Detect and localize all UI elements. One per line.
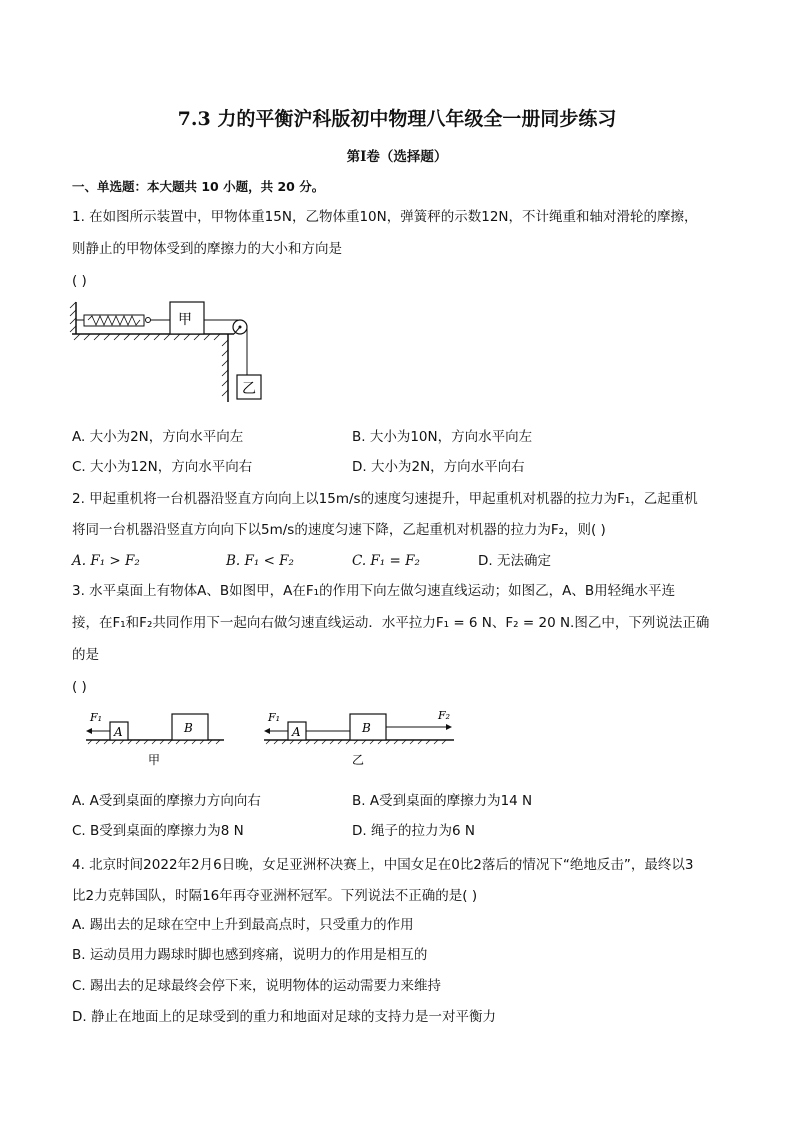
q3-fig-yi-f2: F₂: [438, 709, 451, 722]
q1-fig-label-jia: 甲: [178, 312, 192, 328]
q3-text-line3: 的是: [72, 647, 99, 663]
q3-text-line1: 3. 水平桌面上有物体A、B如图甲，A在F₁的作用下向左做匀速直线运动；如图乙，A、B用轻绳水平连: [72, 583, 676, 599]
q3-fig-caption-jia: 甲: [148, 753, 161, 767]
q1-answer-paren: ( ): [72, 273, 87, 289]
q1-figure: [68, 298, 268, 408]
q4-option-d[interactable]: D. 静止在地面上的足球受到的重力和地面对足球的支持力是一对平衡力: [72, 1009, 496, 1025]
q3-fig-jia-block-a: A: [114, 725, 123, 739]
q3-answer-paren: ( ): [72, 679, 87, 695]
q1-text-line1: 1. 在如图所示装置中，甲物体重15N，乙物体重10N，弹簧秤的示数12N，不计绳重和轴对滑轮的摩擦，: [72, 209, 698, 225]
q3-fig-caption-yi: 乙: [352, 753, 365, 767]
q2-option-c[interactable]: C. F₁ = F₂: [352, 553, 420, 569]
section-subtitle: 第I卷（选择题）: [346, 149, 448, 165]
q4-text-line1: 4. 北京时间2022年2月6日晚，女足亚洲杯决赛上，中国女足在0比2落后的情况下“绝地反击”，最终以3: [72, 857, 694, 873]
q2-option-a[interactable]: A. F₁ > F₂: [72, 553, 140, 569]
q4-option-c[interactable]: C. 踢出去的足球最终会停下来，说明物体的运动需要力来维持: [72, 978, 442, 994]
q4-option-b[interactable]: B. 运动员用力踢球时脚也感到疼痛，说明力的作用是相互的: [72, 947, 428, 963]
q4-text-line2: 比2力克韩国队，时隔16年再夺亚洲杯冠军。下列说法不正确的是( ): [72, 888, 478, 904]
q1-fig-label-yi: 乙: [242, 381, 256, 397]
q3-fig-yi-f1: F₁: [268, 711, 281, 724]
q3-figure: [82, 706, 462, 770]
q1-text-line2: 则静止的甲物体受到的摩擦力的大小和方向是: [72, 241, 342, 257]
q2-text-line1: 2. 甲起重机将一台机器沿竖直方向向上以15m/s的速度匀速提升，甲起重机对机器的拉力为F₁，乙起重机: [72, 491, 698, 507]
q3-fig-jia-f1: F₁: [90, 711, 103, 724]
q1-option-b[interactable]: B. 大小为10N，方向水平向左: [352, 429, 533, 445]
q3-option-d[interactable]: D. 绳子的拉力为6 N: [352, 823, 475, 839]
q3-text-line2: 接，在F₁和F₂共同作用下一起向右做匀速直线运动．水平拉力F₁ = 6 N、F₂ = 20 N.图乙中，下列说法正确: [72, 615, 710, 631]
q1-option-d[interactable]: D. 大小为2N，方向水平向右: [352, 459, 525, 475]
q3-fig-jia-block-b: B: [184, 721, 193, 735]
q3-option-b[interactable]: B. A受到桌面的摩擦力为14 N: [352, 793, 533, 809]
page-title: 7.3 力的平衡沪科版初中物理八年级全一册同步练习: [177, 108, 617, 130]
q2-option-b[interactable]: B. F₁ < F₂: [226, 553, 294, 569]
q4-option-a[interactable]: A. 踢出去的足球在空中上升到最高点时，只受重力的作用: [72, 917, 414, 933]
q2-option-d[interactable]: D. 无法确定: [478, 553, 551, 569]
q2-text-line2: 将同一台机器沿竖直方向向下以5m/s的速度匀速下降，乙起重机对机器的拉力为F₂，则( ): [72, 522, 606, 538]
q3-option-a[interactable]: A. A受到桌面的摩擦力方向向右: [72, 793, 261, 809]
q1-option-c[interactable]: C. 大小为12N，方向水平向右: [72, 459, 253, 475]
q3-option-c[interactable]: C. B受到桌面的摩擦力为8 N: [72, 823, 244, 839]
q1-option-a[interactable]: A. 大小为2N，方向水平向左: [72, 429, 244, 445]
section-heading: 一、单选题：本大题共 10 小题，共 20 分。: [72, 179, 325, 194]
q3-fig-yi-block-b: B: [362, 721, 371, 735]
q3-fig-yi-block-a: A: [292, 725, 301, 739]
